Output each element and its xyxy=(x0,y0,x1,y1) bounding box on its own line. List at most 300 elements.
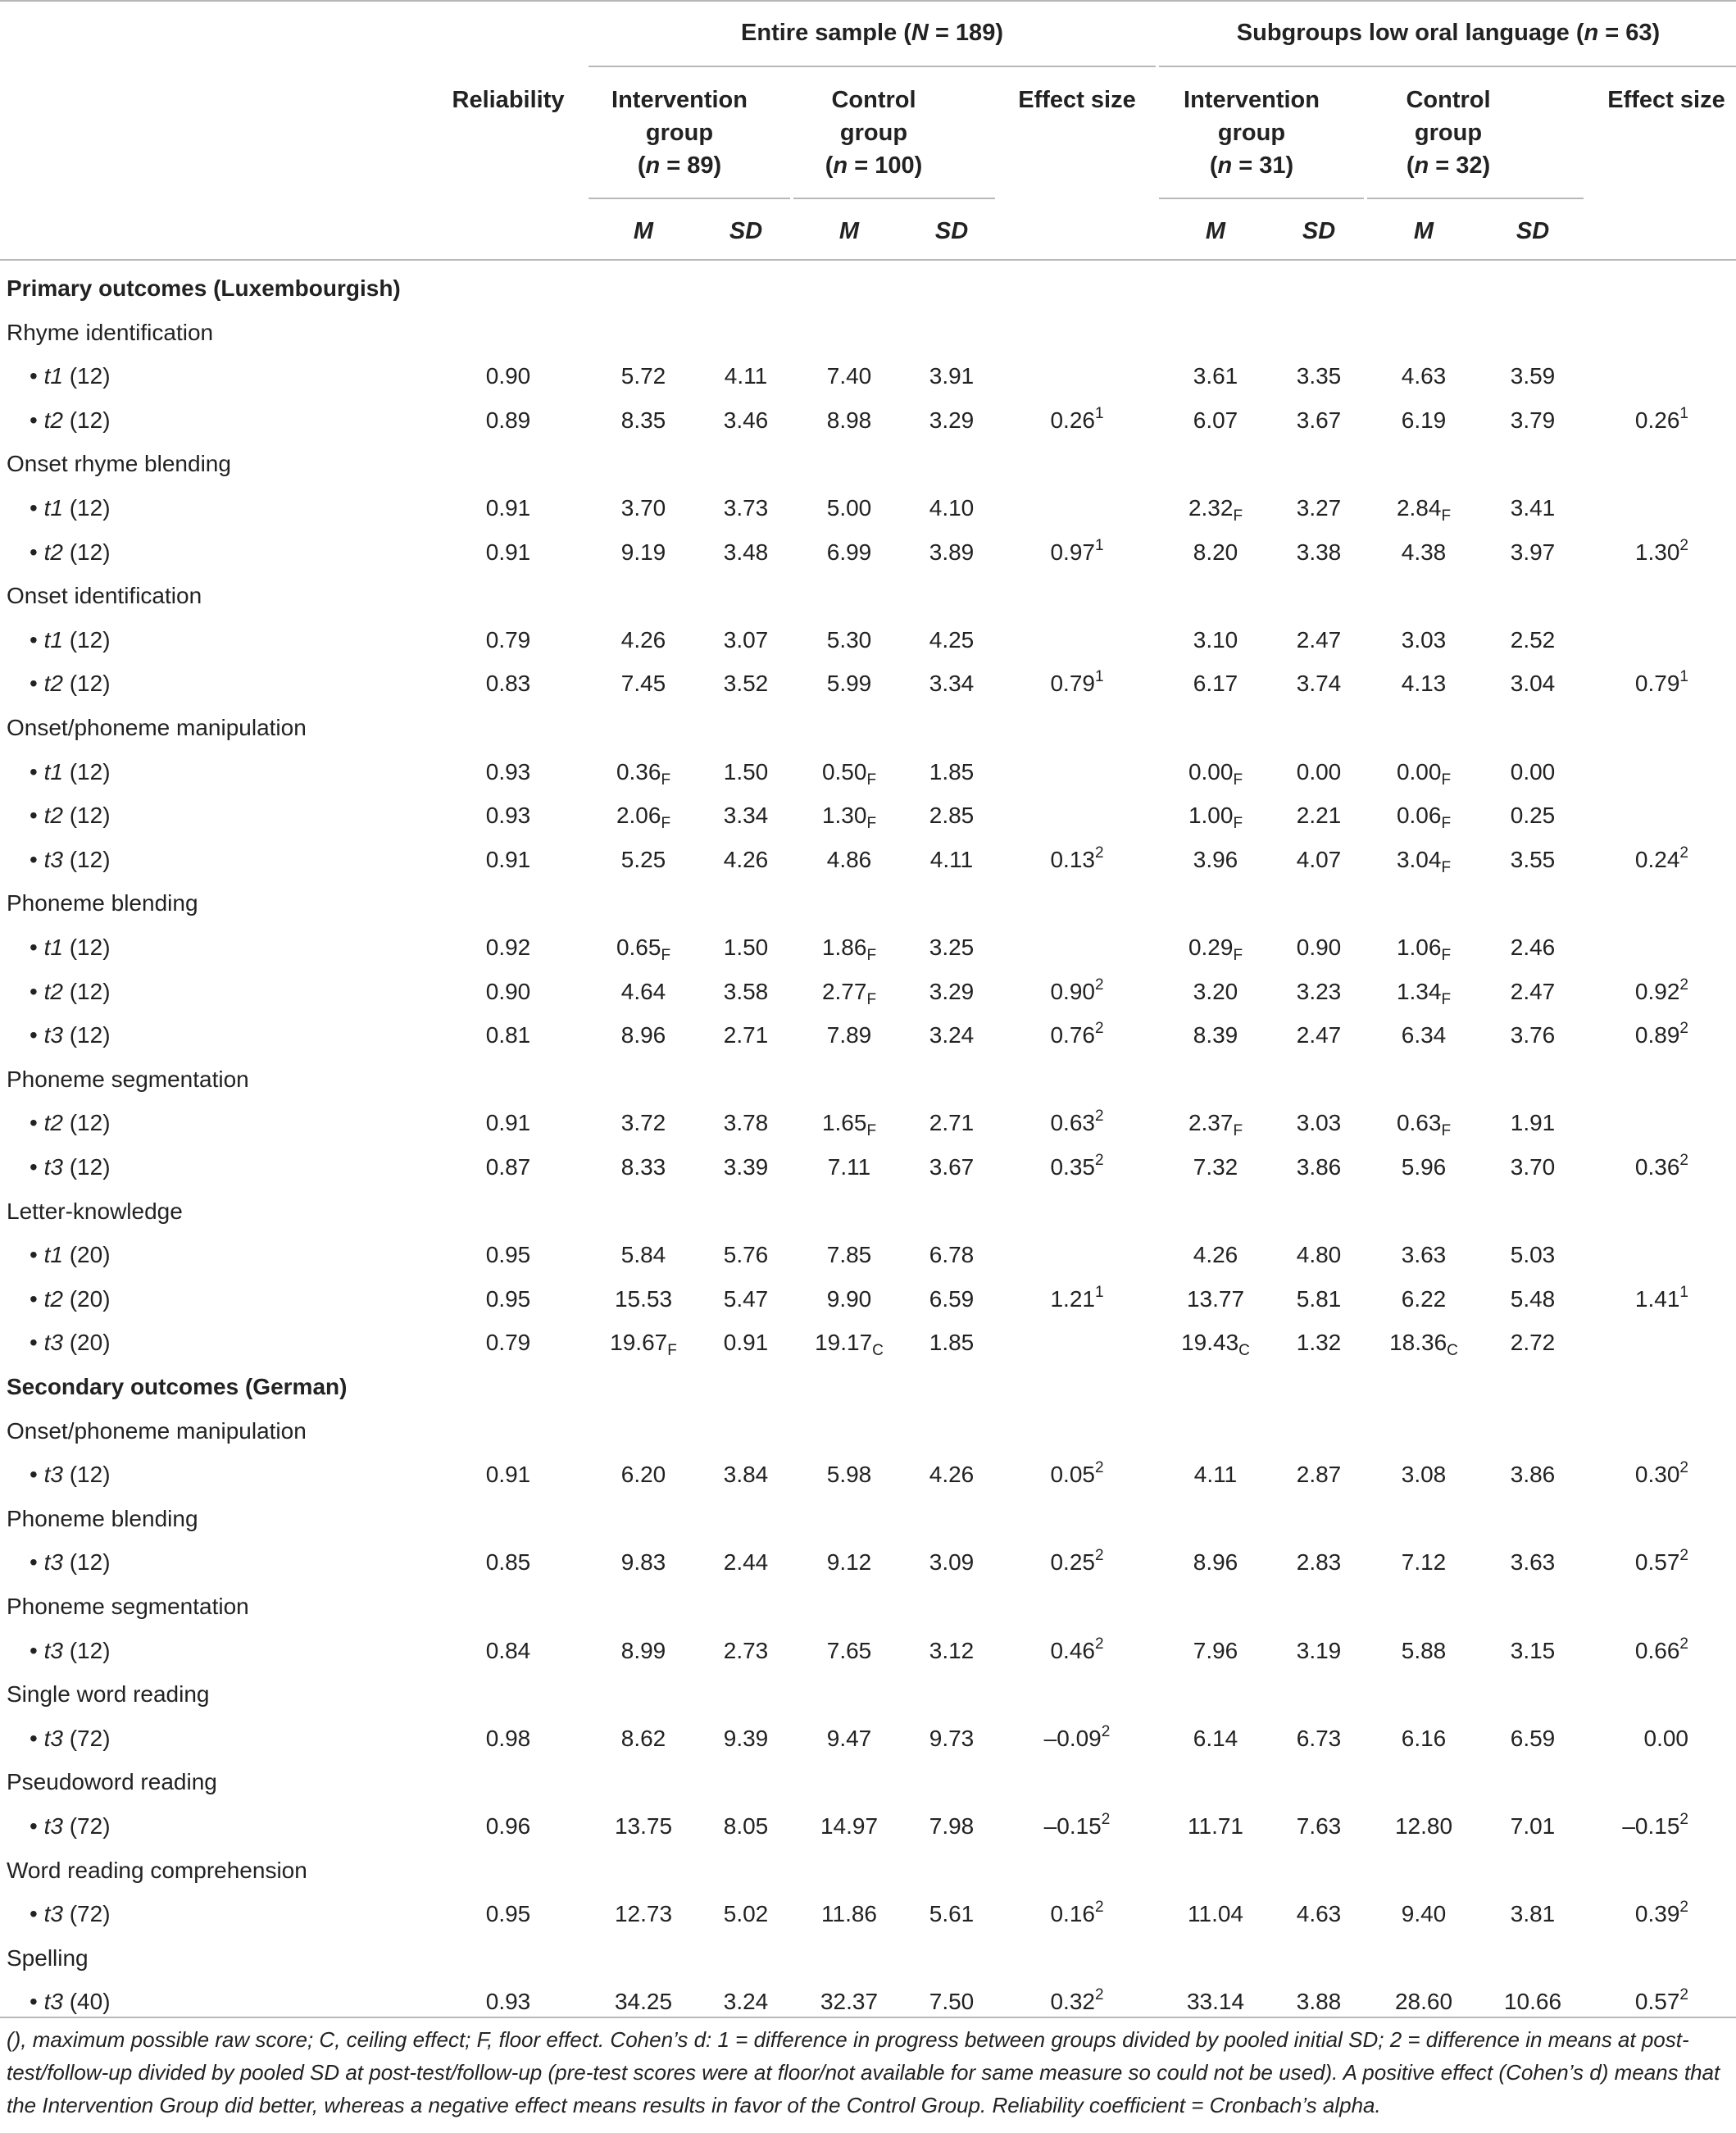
cell-les xyxy=(1635,1153,1688,1181)
cell-les xyxy=(1635,1021,1688,1049)
effect-flag: F xyxy=(1441,507,1452,525)
header-m-ctl-low: M xyxy=(1413,218,1434,244)
bullet: • xyxy=(30,1989,44,2015)
value: 3.29 xyxy=(929,978,975,1004)
value: 4.13 xyxy=(1401,671,1447,697)
value: 4.26 xyxy=(620,626,666,653)
value: 0.63 xyxy=(1396,1110,1442,1136)
value: 4.10 xyxy=(929,495,975,521)
value: 1.50 xyxy=(723,935,769,960)
cell-csd xyxy=(929,1637,975,1665)
value: 0.46 xyxy=(1050,1637,1095,1663)
header-sd-int-low: SD xyxy=(1302,218,1336,244)
max-score: (20) xyxy=(62,1242,111,1268)
cell-lim xyxy=(1193,539,1238,566)
cell-lisd xyxy=(1297,1153,1342,1181)
effect-flag: F xyxy=(1441,990,1452,1008)
cell-lcsd xyxy=(1511,1812,1556,1840)
value: 4.26 xyxy=(929,1462,975,1488)
cell-cm xyxy=(827,407,872,434)
rule-ctl-low xyxy=(1367,198,1584,199)
cohen-type: 2 xyxy=(1679,844,1688,862)
header-sd-ctl-low: SD xyxy=(1516,218,1550,244)
cohen-type: 2 xyxy=(1679,1635,1688,1653)
time-point: t1 xyxy=(43,935,63,960)
cell-csd xyxy=(929,626,975,654)
cell-cm xyxy=(815,1329,884,1360)
value: 0.66 xyxy=(1634,1637,1680,1663)
n-symbol: n xyxy=(1414,152,1429,179)
value: 6.20 xyxy=(620,1462,666,1488)
cell-rel xyxy=(486,1637,531,1665)
value: 0.95 xyxy=(485,1242,531,1268)
bullet: • xyxy=(30,363,44,389)
cell-les xyxy=(1635,1988,1688,2016)
cohen-type: 2 xyxy=(1094,1152,1104,1169)
measure-name xyxy=(7,889,198,917)
value: 1.86 xyxy=(821,935,867,960)
bullet: • xyxy=(30,758,44,785)
value: 3.03 xyxy=(1401,626,1447,653)
value: 8.39 xyxy=(1193,1022,1238,1048)
row-label xyxy=(30,1329,111,1357)
value: 5.03 xyxy=(1510,1242,1556,1268)
measure-name-text: Spelling xyxy=(7,1944,89,1971)
cell-lcsd xyxy=(1511,1461,1556,1489)
cell-cm xyxy=(828,1153,870,1181)
value: 7.89 xyxy=(826,1022,872,1048)
cell-csd xyxy=(929,1461,975,1489)
cell-rel xyxy=(486,1900,531,1928)
cell-cm xyxy=(822,978,876,1006)
cell-lcsd xyxy=(1511,539,1556,566)
cell-lcsd xyxy=(1511,1109,1556,1137)
max-score: (12) xyxy=(62,1637,111,1663)
cell-lcm xyxy=(1402,1725,1447,1753)
header-control-all xyxy=(825,84,922,182)
cell-lisd xyxy=(1297,846,1342,874)
cell-lcsd xyxy=(1511,1549,1556,1576)
cell-les xyxy=(1635,1285,1688,1313)
value: 3.97 xyxy=(1510,539,1556,565)
value: 2.37 xyxy=(1188,1110,1234,1136)
cell-lim xyxy=(1193,1637,1238,1665)
cell-lcsd xyxy=(1511,670,1556,698)
cell-es xyxy=(1050,978,1103,1006)
value: 3.91 xyxy=(929,363,975,389)
rule-top xyxy=(0,0,1736,2)
value: 5.96 xyxy=(1401,1154,1447,1180)
value: 9.40 xyxy=(1401,1901,1447,1927)
value: 3.86 xyxy=(1510,1462,1556,1488)
cell-es xyxy=(1050,1549,1103,1576)
effect-flag: F xyxy=(661,771,671,789)
value: 8.35 xyxy=(620,407,666,433)
value: 8.99 xyxy=(620,1637,666,1663)
value: 3.19 xyxy=(1296,1637,1342,1663)
max-score: (72) xyxy=(62,1813,111,1839)
cohen-type: 2 xyxy=(1101,1722,1111,1740)
time-point: t3 xyxy=(43,1022,63,1048)
bullet: • xyxy=(30,1725,44,1751)
value: 3.38 xyxy=(1296,539,1342,565)
cell-csd xyxy=(929,802,975,830)
value: 0.39 xyxy=(1634,1901,1680,1927)
max-score: (12) xyxy=(62,935,111,960)
value: 3.61 xyxy=(1193,363,1238,389)
cell-isd xyxy=(724,539,769,566)
value: 0.92 xyxy=(485,935,531,960)
value: 13.75 xyxy=(614,1813,673,1839)
value: 0.79 xyxy=(1050,671,1095,697)
cell-cm xyxy=(827,1241,872,1269)
cell-rel xyxy=(486,1329,531,1357)
bullet: • xyxy=(30,495,44,521)
bullet: • xyxy=(30,1022,44,1048)
value: 0.16 xyxy=(1050,1901,1095,1927)
cell-es xyxy=(1050,536,1104,566)
effect-flag: F xyxy=(866,990,877,1008)
value: 0.36 xyxy=(616,758,661,785)
max-score: (12) xyxy=(62,626,111,653)
cell-lcsd xyxy=(1504,1988,1561,2016)
value: 5.99 xyxy=(826,671,872,697)
n-value: = 100) xyxy=(848,152,923,179)
cell-cm xyxy=(827,846,872,874)
value: 3.27 xyxy=(1296,495,1342,521)
value: 1.41 xyxy=(1634,1285,1680,1312)
time-point: t2 xyxy=(43,978,63,1004)
bullet: • xyxy=(30,978,44,1004)
group1-value: = 189) xyxy=(928,20,1003,46)
cell-lim xyxy=(1188,1812,1243,1840)
value: 9.19 xyxy=(620,539,666,565)
cell-es xyxy=(1050,1021,1103,1049)
time-point: t3 xyxy=(43,1725,63,1751)
cohen-type: 2 xyxy=(1094,976,1104,994)
cell-lcsd xyxy=(1511,494,1556,522)
group2-n: n xyxy=(1584,20,1599,46)
value: 0.26 xyxy=(1050,407,1095,433)
cell-lisd xyxy=(1297,1988,1342,2016)
value: 6.19 xyxy=(1401,407,1447,433)
value: 2.72 xyxy=(1510,1330,1556,1356)
cohen-type: 1 xyxy=(1679,404,1688,422)
cell-rel xyxy=(486,1285,531,1313)
value: 0.96 xyxy=(485,1813,531,1839)
value: –0.09 xyxy=(1043,1725,1102,1751)
value: 34.25 xyxy=(614,1989,673,2015)
value: 8.96 xyxy=(1193,1549,1238,1576)
measure-name xyxy=(7,1593,249,1621)
cohen-type: 2 xyxy=(1679,536,1688,554)
cell-lim xyxy=(1193,1241,1238,1269)
row-label xyxy=(30,1153,111,1181)
value: 9.73 xyxy=(929,1725,975,1751)
cell-lisd xyxy=(1297,1109,1342,1137)
measure-name-text: Onset/phoneme manipulation xyxy=(7,1417,307,1444)
cell-lisd xyxy=(1297,362,1342,390)
measure-name-text: Onset identification xyxy=(7,583,202,609)
value: 0.00 xyxy=(1296,758,1342,785)
cohen-type: 1 xyxy=(1094,536,1104,554)
value: 6.59 xyxy=(929,1285,975,1312)
cell-isd xyxy=(724,1637,769,1665)
cell-lisd xyxy=(1297,1725,1342,1753)
cell-lim xyxy=(1188,1109,1243,1140)
effect-flag: F xyxy=(1441,815,1452,833)
value: 6.17 xyxy=(1193,671,1238,697)
value: 1.50 xyxy=(723,758,769,785)
value: 1.91 xyxy=(1510,1110,1556,1136)
cell-lim xyxy=(1193,978,1238,1006)
section-title xyxy=(7,275,401,302)
value: 0.57 xyxy=(1634,1989,1680,2015)
value: 19.67 xyxy=(610,1330,668,1356)
header-intervention-all xyxy=(611,84,748,182)
cell-isd xyxy=(724,1285,769,1313)
row-label xyxy=(30,846,111,874)
value: 8.98 xyxy=(826,407,872,433)
cohen-type: 2 xyxy=(1679,1899,1688,1917)
bullet: • xyxy=(30,671,44,697)
row-label xyxy=(30,407,111,434)
cell-isd xyxy=(724,1725,769,1753)
cell-lim xyxy=(1193,1021,1238,1049)
cell-rel xyxy=(486,1109,531,1137)
value: 6.14 xyxy=(1193,1725,1238,1751)
value: 12.80 xyxy=(1394,1813,1453,1839)
rule-int-low xyxy=(1159,198,1364,199)
value: 7.01 xyxy=(1510,1813,1556,1839)
cell-im xyxy=(621,846,666,874)
measure-name-text: Single word reading xyxy=(7,1681,210,1708)
cell-im xyxy=(621,670,666,698)
section-title-text: Secondary outcomes (German) xyxy=(7,1374,348,1399)
cell-les xyxy=(1635,670,1688,698)
cell-lisd xyxy=(1297,1812,1342,1840)
cell-im xyxy=(621,1021,666,1049)
value: 4.64 xyxy=(620,978,666,1004)
cell-im xyxy=(621,1725,666,1753)
value: 6.07 xyxy=(1193,407,1238,433)
cell-csd xyxy=(929,934,975,962)
cell-les xyxy=(1634,404,1688,434)
cell-es xyxy=(1050,1461,1103,1489)
cell-rel xyxy=(486,846,531,874)
value: 3.10 xyxy=(1193,626,1238,653)
measure-name xyxy=(7,1944,89,1972)
cell-cm xyxy=(827,539,872,566)
value: 3.84 xyxy=(723,1462,769,1488)
row-label xyxy=(30,1900,111,1928)
time-point: t3 xyxy=(43,1462,63,1488)
value: 3.74 xyxy=(1296,671,1342,697)
value: 19.43 xyxy=(1181,1330,1239,1356)
value: 3.09 xyxy=(929,1549,975,1576)
value: 0.76 xyxy=(1050,1022,1095,1048)
cell-es xyxy=(1050,1988,1103,2016)
max-score: (12) xyxy=(62,1462,111,1488)
cell-es xyxy=(1050,1637,1103,1665)
row-label xyxy=(30,1812,111,1840)
value: 2.32 xyxy=(1188,495,1234,521)
cell-csd xyxy=(929,539,975,566)
value: 19.17 xyxy=(815,1330,873,1356)
max-score: (12) xyxy=(62,1549,111,1576)
cell-cm xyxy=(821,758,877,789)
row-label xyxy=(30,539,111,566)
effect-flag: F xyxy=(866,771,877,789)
cell-lcm xyxy=(1402,626,1447,654)
cell-cm xyxy=(827,670,872,698)
value: 5.25 xyxy=(620,846,666,872)
cell-lcsd xyxy=(1511,934,1556,962)
cell-isd xyxy=(724,758,769,786)
value: 0.29 xyxy=(1188,935,1234,960)
cell-cm xyxy=(827,362,872,390)
cell-lisd xyxy=(1297,1461,1342,1489)
row-label xyxy=(30,758,111,786)
header-m-int-low: M xyxy=(1205,218,1226,244)
cohen-type: 2 xyxy=(1094,1547,1104,1565)
cell-csd xyxy=(930,846,973,874)
cell-isd xyxy=(724,407,769,434)
cell-rel xyxy=(486,1988,531,2016)
value: 3.34 xyxy=(723,803,769,829)
measure-name xyxy=(7,1417,307,1445)
measure-name-text: Rhyme identification xyxy=(7,319,214,345)
value: 2.52 xyxy=(1510,626,1556,653)
time-point: t3 xyxy=(43,1154,63,1180)
max-score: (40) xyxy=(62,1989,111,2015)
max-score: (12) xyxy=(62,1022,111,1048)
cell-les xyxy=(1635,1637,1688,1665)
value: 0.81 xyxy=(485,1022,531,1048)
cell-im xyxy=(621,1461,666,1489)
value: 6.16 xyxy=(1401,1725,1447,1751)
cohen-type: 2 xyxy=(1094,1986,1104,2004)
row-label xyxy=(30,802,111,830)
measure-name-text: Onset rhyme blending xyxy=(7,451,231,477)
bullet: • xyxy=(30,1549,44,1576)
cell-lcm xyxy=(1396,1109,1452,1140)
group1-N: N xyxy=(911,20,929,46)
value: 5.81 xyxy=(1296,1285,1342,1312)
n-symbol: n xyxy=(833,152,848,179)
cell-es xyxy=(1044,1812,1111,1840)
value: 0.95 xyxy=(485,1285,531,1312)
cohen-type: 2 xyxy=(1679,1152,1688,1169)
cell-csd xyxy=(929,407,975,434)
value: 3.58 xyxy=(723,978,769,1004)
control-line2: group xyxy=(1414,120,1483,146)
time-point: t1 xyxy=(43,363,63,389)
cell-lcm xyxy=(1395,1988,1452,2016)
value: 8.05 xyxy=(723,1813,769,1839)
cell-csd xyxy=(929,758,975,786)
cell-isd xyxy=(724,1241,769,1269)
value: 3.23 xyxy=(1296,978,1342,1004)
control-line2: group xyxy=(839,120,908,146)
value: 0.87 xyxy=(485,1154,531,1180)
value: 6.99 xyxy=(826,539,872,565)
value: 0.00 xyxy=(1188,758,1234,785)
cell-lcm xyxy=(1402,539,1447,566)
value: 0.91 xyxy=(723,1330,769,1356)
value: 0.36 xyxy=(1634,1154,1680,1180)
value: 3.12 xyxy=(929,1637,975,1663)
value: 1.21 xyxy=(1050,1285,1095,1312)
cell-lisd xyxy=(1297,1285,1342,1313)
section-title-text: Primary outcomes (Luxembourgish) xyxy=(7,275,401,301)
bullet: • xyxy=(30,1154,44,1180)
cell-lcm xyxy=(1402,1285,1447,1313)
time-point: t3 xyxy=(43,1330,63,1356)
value: 0.98 xyxy=(485,1725,531,1751)
cell-rel xyxy=(486,1153,531,1181)
value: 2.71 xyxy=(929,1110,975,1136)
time-point: t2 xyxy=(43,407,63,433)
effect-flag: F xyxy=(1441,947,1452,964)
cohen-type: 2 xyxy=(1679,1020,1688,1038)
cell-isd xyxy=(724,1021,769,1049)
row-label xyxy=(30,1988,111,2016)
group1-label: Entire sample ( xyxy=(741,20,911,46)
value: 3.07 xyxy=(723,626,769,653)
cell-csd xyxy=(929,978,975,1006)
cell-lcsd xyxy=(1511,1329,1556,1357)
value: 0.79 xyxy=(1634,671,1680,697)
cell-lcm xyxy=(1402,1021,1447,1049)
measure-name xyxy=(7,1198,183,1226)
value: 5.48 xyxy=(1510,1285,1556,1312)
cell-es xyxy=(1050,1153,1103,1181)
cell-cm xyxy=(820,1988,878,2016)
value: 3.59 xyxy=(1510,363,1556,389)
value: 1.65 xyxy=(821,1110,867,1136)
row-label xyxy=(30,494,111,522)
bullet: • xyxy=(30,539,44,565)
cell-lisd xyxy=(1297,1637,1342,1665)
cell-rel xyxy=(486,978,531,1006)
cell-isd xyxy=(725,362,767,390)
cell-lim xyxy=(1193,362,1238,390)
value: 1.30 xyxy=(1634,539,1680,565)
cell-rel xyxy=(486,1549,531,1576)
value: 1.06 xyxy=(1396,935,1442,960)
value: 3.48 xyxy=(723,539,769,565)
value: 0.63 xyxy=(1050,1110,1095,1136)
group2-value: = 63) xyxy=(1598,20,1661,46)
value: 3.70 xyxy=(1510,1154,1556,1180)
time-point: t1 xyxy=(43,495,63,521)
value: 18.36 xyxy=(1389,1330,1447,1356)
measure-name-text: Phoneme blending xyxy=(7,1505,198,1531)
cell-lim xyxy=(1187,1988,1244,2016)
cell-lcsd xyxy=(1511,802,1556,830)
intervention-line2: group xyxy=(1217,120,1286,146)
value: 4.26 xyxy=(723,846,769,872)
measure-name-text: Phoneme segmentation xyxy=(7,1066,249,1092)
cell-rel xyxy=(486,1725,531,1753)
cell-rel xyxy=(486,758,531,786)
group-header-entire-sample xyxy=(741,16,1003,49)
cell-cm xyxy=(822,934,876,962)
cell-isd xyxy=(724,934,769,962)
effect-flag: F xyxy=(1441,1122,1452,1140)
effect-flag: F xyxy=(1233,771,1243,789)
